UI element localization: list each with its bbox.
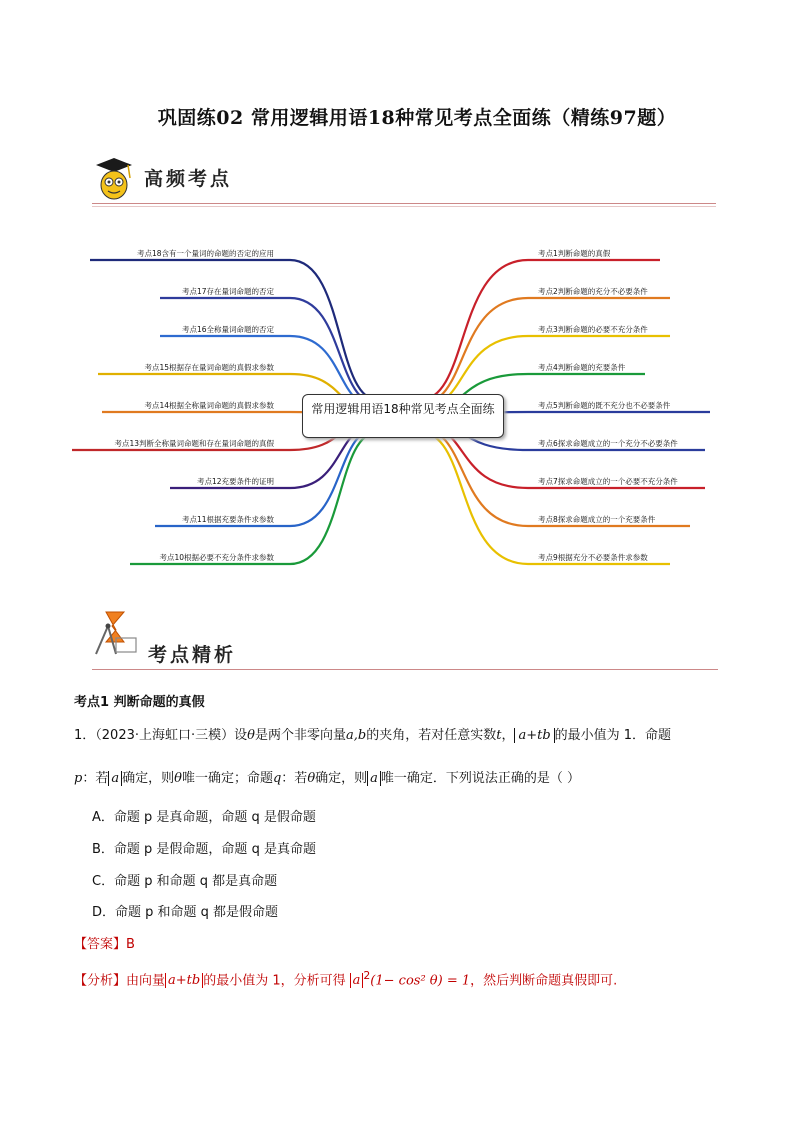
teacher-mascot-icon: [94, 156, 134, 202]
norm-a: a: [367, 771, 381, 786]
analysis-text: 的最小值为 1，分析可得: [203, 973, 346, 989]
analysis-formula: (1− cos² θ) = 1: [370, 973, 471, 989]
mind-map-topic-right: 考点6探求命题成立的一个充分不必要条件: [538, 439, 678, 448]
squared-mark: 2: [363, 969, 371, 982]
banner-underline-shadow: [92, 206, 716, 207]
vector-ab: a,b: [345, 728, 367, 743]
question-text: ：若: [281, 771, 308, 786]
question-text: 是两个非零向量: [254, 728, 346, 743]
mind-map-topic-right: 考点5判断命题的既不充分也不必要条件: [538, 401, 671, 410]
question-line-1: [74, 724, 671, 743]
answer-line: [74, 933, 135, 952]
topic-heading: 考点1 判断命题的真假: [74, 695, 205, 710]
mind-map-topic-right: 考点1判断命题的真假: [538, 249, 611, 258]
mind-map-topic-left: 考点13判断全称量词命题和存在量词命题的真假: [114, 439, 274, 448]
theta-symbol: θ: [247, 728, 255, 743]
analysis-label: 【分析】: [74, 973, 127, 989]
question-text: 的夹角，若对任意实数: [366, 728, 497, 743]
norm-a: a: [350, 973, 364, 988]
mind-map-topic-left: 考点11根据充要条件求参数: [181, 515, 274, 524]
banner-label: 考点精析: [148, 644, 237, 666]
mind-map-topic-left: 考点14根据全称量词命题的真假求参数: [144, 401, 274, 410]
mind-map-topic-left: 考点18含有一个量词的命题的否定的应用: [136, 249, 274, 258]
mind-map-center-node: [302, 394, 504, 438]
question-text: 的最小值为 1．命题: [554, 728, 672, 743]
question-text: 确定，则: [122, 771, 175, 786]
analysis-line: [74, 969, 617, 988]
mind-map-topic-left: 考点12充要条件的证明: [196, 477, 274, 486]
proposition-q: q: [272, 771, 282, 786]
banner-underline: [92, 203, 716, 204]
mind-map-topic-right: 考点4判断命题的充要条件: [538, 363, 626, 372]
section-banner-analysis: [92, 620, 718, 670]
proposition-p: p: [74, 771, 83, 786]
variable-t: t: [496, 728, 502, 743]
norm-expression: a+tb: [514, 728, 554, 743]
question-text: ，: [501, 728, 515, 743]
question-line-2: [74, 767, 580, 786]
answer-value: B: [126, 937, 135, 952]
mind-map-topic-right: 考点3判断命题的必要不充分条件: [538, 325, 648, 334]
question-text: 1．（2023·上海虹口·三模）设: [74, 728, 248, 743]
mind-map-center-label: 常用逻辑用语18种常见考点全面练: [311, 402, 495, 416]
mind-map-topic-right: 考点8探求命题成立的一个充要条件: [538, 515, 656, 524]
question-text: ：若: [82, 771, 109, 786]
mind-map-topic-left: 考点15根据存在量词命题的真假求参数: [144, 363, 274, 372]
norm-a: a: [108, 771, 122, 786]
question-text: 唯一确定．下列说法正确的是（ ）: [380, 771, 581, 786]
mind-map-topic-right: 考点2判断命题的充分不必要条件: [538, 287, 648, 296]
mind-map-branch-right: [420, 432, 670, 564]
option-d: D．命题 p 和命题 q 都是假命题: [92, 905, 279, 920]
option-c: C．命题 p 和命题 q 都是真命题: [92, 874, 278, 889]
geometry-tools-icon: [90, 608, 140, 658]
page-title: 巩固练02 常用逻辑用语18种常见考点全面练（精练97题）: [157, 107, 677, 129]
answer-label: 【答案】: [74, 937, 127, 952]
mind-map-topic-right: 考点9根据充分不必要条件求参数: [538, 553, 648, 562]
analysis-text: 由向量: [126, 973, 166, 989]
analysis-text: ，然后判断命题真假即可.: [470, 973, 618, 989]
option-a: A．命题 p 是真命题，命题 q 是假命题: [92, 810, 316, 825]
section-banner-high-frequency: [92, 154, 716, 204]
mind-map-topic-left: 考点10根据必要不充分条件求参数: [159, 553, 274, 562]
option-b: B．命题 p 是假命题，命题 q 是真命题: [92, 842, 316, 857]
banner-label: 高频考点: [144, 168, 233, 190]
mind-map-topic-left: 考点17存在量词命题的否定: [181, 287, 274, 296]
mind-map-topic-right: 考点7探求命题成立的一个必要不充分条件: [538, 477, 678, 486]
norm-expression: a+tb: [165, 973, 203, 988]
question-text: 唯一确定；命题: [181, 771, 273, 786]
theta-symbol: θ: [174, 771, 182, 786]
theta-symbol: θ: [307, 771, 316, 786]
question-text: 确定，则: [315, 771, 368, 786]
banner-underline: [92, 669, 718, 670]
mind-map-topic-left: 考点16全称量词命题的否定: [181, 325, 274, 334]
